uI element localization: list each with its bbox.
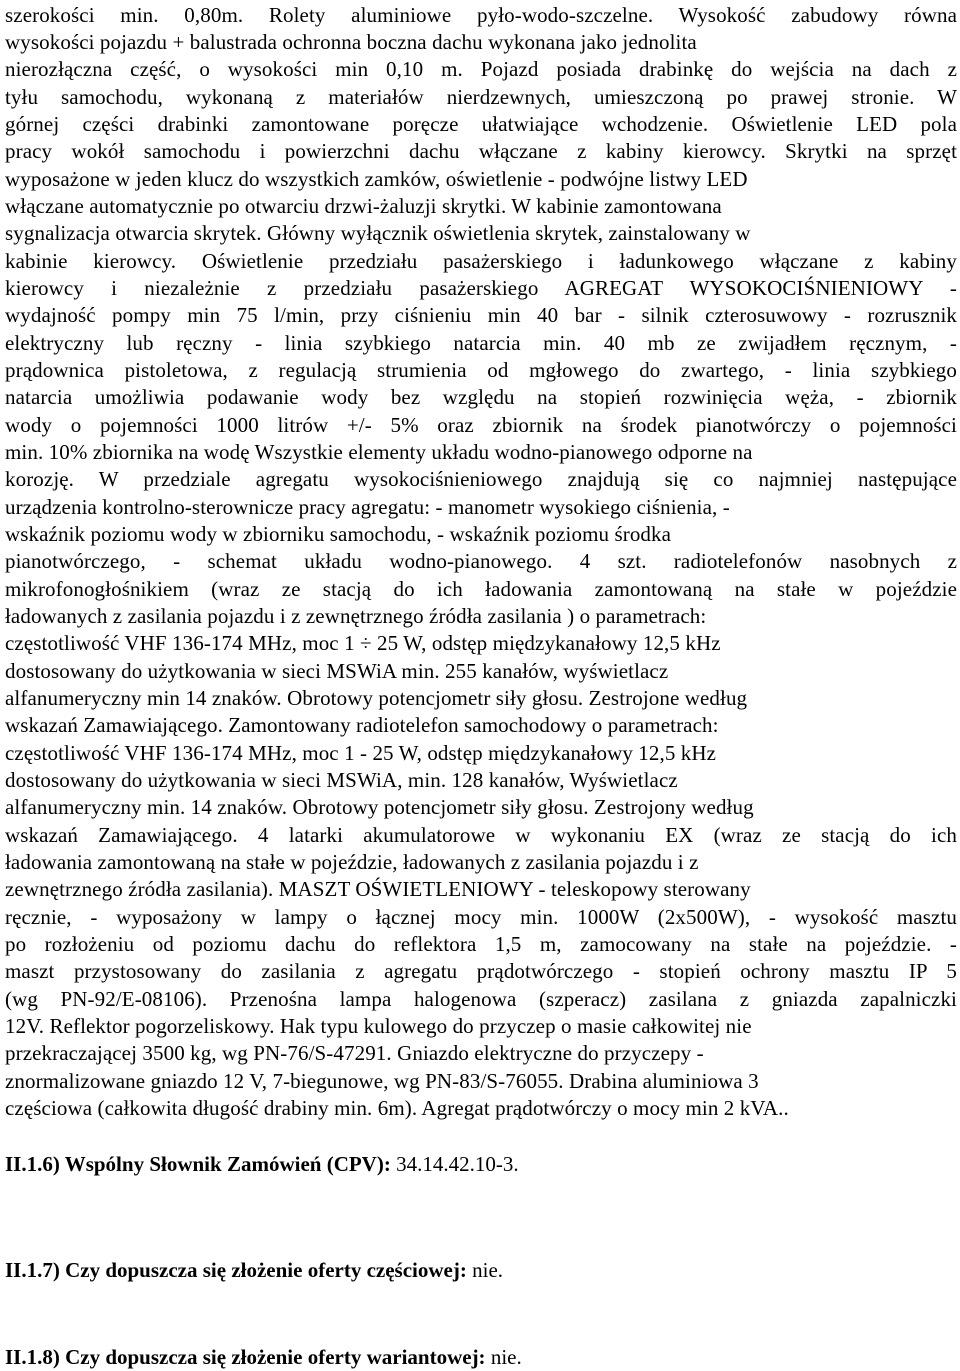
paragraph-line: alfanumeryczny min. 14 znaków. Obrotowy potencjometr siły głosu. Zestrojony według bbox=[5, 795, 754, 819]
paragraph-line: częstotliwość VHF 136-174 MHz, moc 1 ÷ 25 W, odstęp międzykanałowy 12,5 kHz bbox=[5, 631, 721, 655]
paragraph-line: wysokości pojazdu + balustrada ochronna boczna dachu wykonana jako jednolita bbox=[5, 30, 697, 54]
paragraph-line: wydajność pompy min 75 l/min, przy ciśnieniu min 40 bar - silnik czterosuwowy - rozrusznik bbox=[5, 303, 957, 327]
paragraph-line: pianotwórczego, - schemat układu wodno-pianowego. 4 szt. radiotelefonów nasobnych z bbox=[5, 549, 957, 573]
paragraph-line: częściowa (całkowita długość drabiny min. 6m). Agregat prądotwórczy o mocy min 2 kVA.. bbox=[5, 1096, 789, 1120]
paragraph-line: wyposażone w jeden klucz do wszystkich zamków, oświetlenie - podwójne listwy LED bbox=[5, 167, 748, 191]
paragraph-line: maszt przystosowany do zasilania z agregatu prądotwórczego - stopień ochrony masztu IP 5 bbox=[5, 959, 957, 983]
paragraph-line: dostosowany do użytkowania w sieci MSWiA min. 255 kanałów, wyświetlacz bbox=[5, 659, 669, 683]
paragraph-line: tyłu samochodu, wykonaną z materiałów nierdzewnych, umieszczoną po prawej stronie. W bbox=[5, 85, 957, 109]
paragraph-line: wskaźnik poziomu wody w zbiorniku samochodu, - wskaźnik poziomu środka bbox=[5, 522, 672, 546]
section-variant-offer bbox=[5, 1344, 522, 1371]
paragraph-line: pracy wokół samochodu i powierzchni dachu włączane z kabiny kierowcy. Skrytki na sprzęt bbox=[5, 139, 957, 163]
section-cpv bbox=[5, 1151, 519, 1178]
paragraph-line: (wg PN-92/E-08106). Przenośna lampa halogenowa (szperacz) zasilana z gniazda zapalniczki bbox=[5, 987, 957, 1011]
paragraph-line: natarcia umożliwia podawanie wody bez względu na stopień rozwinięcia węża, - zbiornik bbox=[5, 385, 957, 409]
paragraph-line: wskazań Zamawiającego. Zamontowany radiotelefon samochodowy o parametrach: bbox=[5, 713, 719, 737]
section-label: II.1.7) Czy dopuszcza się złożenie oferty częściowej: bbox=[5, 1258, 467, 1282]
paragraph-line: górnej części drabinki zamontowane poręcze ułatwiające wchodzenie. Oświetlenie LED pola bbox=[5, 112, 957, 136]
paragraph-line: wskazań Zamawiającego. 4 latarki akumulatorowe w wykonaniu EX (wraz ze stacją do ich bbox=[5, 823, 957, 847]
paragraph-line: zewnętrznego źródła zasilania). MASZT OŚWIETLENIOWY - teleskopowy sterowany bbox=[5, 877, 751, 901]
paragraph-line: przekraczającej 3500 kg, wg PN-76/S-47291. Gniazdo elektryczne do przyczepy - bbox=[5, 1041, 704, 1065]
paragraph-line: dostosowany do użytkowania w sieci MSWiA, min. 128 kanałów, Wyświetlacz bbox=[5, 768, 678, 792]
paragraph-line: nierozłączna część, o wysokości min 0,10 m. Pojazd posiada drabinkę do wejścia na dach z bbox=[5, 57, 957, 81]
paragraph-line: kabinie kierowcy. Oświetlenie przedziału pasażerskiego i ładunkowego włączane z kabiny bbox=[5, 249, 957, 273]
paragraph-line: ładowania zamontowaną na stałe w pojeździe, ładowanych z zasilania pojazdu i z bbox=[5, 850, 699, 874]
paragraph-line: po rozłożeniu od poziomu dachu do reflektora 1,5 m, zamocowany na stałe na pojeździe. - bbox=[5, 932, 957, 956]
section-value: nie. bbox=[485, 1345, 522, 1369]
paragraph-line: szerokości min. 0,80m. Rolety aluminiowe pyło-wodo-szczelne. Wysokość zabudowy równa bbox=[5, 3, 957, 27]
section-label: II.1.6) Wspólny Słownik Zamówień (CPV): bbox=[5, 1152, 391, 1176]
paragraph-line: kierowcy i niezależnie z przedziału pasażerskiego AGREGAT WYSOKOCIŚNIENIOWY - bbox=[5, 276, 957, 300]
paragraph-line: min. 10% zbiornika na wodę Wszystkie elementy układu wodno-pianowego odporne na bbox=[5, 440, 753, 464]
paragraph-line: ręcznie, - wyposażony w lampy o łącznej mocy min. 1000W (2x500W), - wysokość masztu bbox=[5, 905, 957, 929]
paragraph-line: wody o pojemności 1000 litrów +/- 5% oraz zbiornik na środek pianotwórczy o pojemności bbox=[5, 413, 957, 437]
section-label: II.1.8) Czy dopuszcza się złożenie oferty wariantowej: bbox=[5, 1345, 486, 1369]
paragraph-line: urządzenia kontrolno-sterownicze pracy agregatu: - manometr wysokiego ciśnienia, - bbox=[5, 495, 730, 519]
paragraph-line: sygnalizacja otwarcia skrytek. Główny wyłącznik oświetlenia skrytek, zainstalowany w bbox=[5, 221, 751, 245]
paragraph-line: elektryczny lub ręczny - linia szybkiego natarcia min. 40 mb ze zwijadłem ręcznym, - bbox=[5, 331, 957, 355]
paragraph-line: włączane automatycznie po otwarciu drzwi-żaluzji skrytki. W kabinie zamontowana bbox=[5, 194, 722, 218]
section-partial-offer bbox=[5, 1257, 503, 1284]
paragraph-line: prądownica pistoletowa, z regulacją strumienia od mgłowego do zwartego, - linia szybkiego bbox=[5, 358, 957, 382]
paragraph-line: mikrofonogłośnikiem (wraz ze stacją do ich ładowania zamontowaną na stałe w pojeździe bbox=[5, 577, 957, 601]
paragraph-line: znormalizowane gniazdo 12 V, 7-biegunowe, wg PN-83/S-76055. Drabina aluminiowa 3 bbox=[5, 1069, 759, 1093]
paragraph-line: częstotliwość VHF 136-174 MHz, moc 1 - 25 W, odstęp międzykanałowy 12,5 kHz bbox=[5, 741, 717, 765]
paragraph-line: korozję. W przedziale agregatu wysokociśnieniowego znajdują się co najmniej następujące bbox=[5, 467, 957, 491]
section-value: 34.14.42.10-3. bbox=[390, 1152, 519, 1176]
paragraph-line: 12V. Reflektor pogorzeliskowy. Hak typu kulowego do przyczep o masie całkowitej nie bbox=[5, 1014, 752, 1038]
paragraph-line: ładowanych z zasilania pojazdu i z zewnętrznego źródła zasilania ) o parametrach: bbox=[5, 604, 707, 628]
paragraph-line: alfanumeryczny min 14 znaków. Obrotowy potencjometr siły głosu. Zestrojone według bbox=[5, 686, 748, 710]
section-value: nie. bbox=[466, 1258, 504, 1282]
